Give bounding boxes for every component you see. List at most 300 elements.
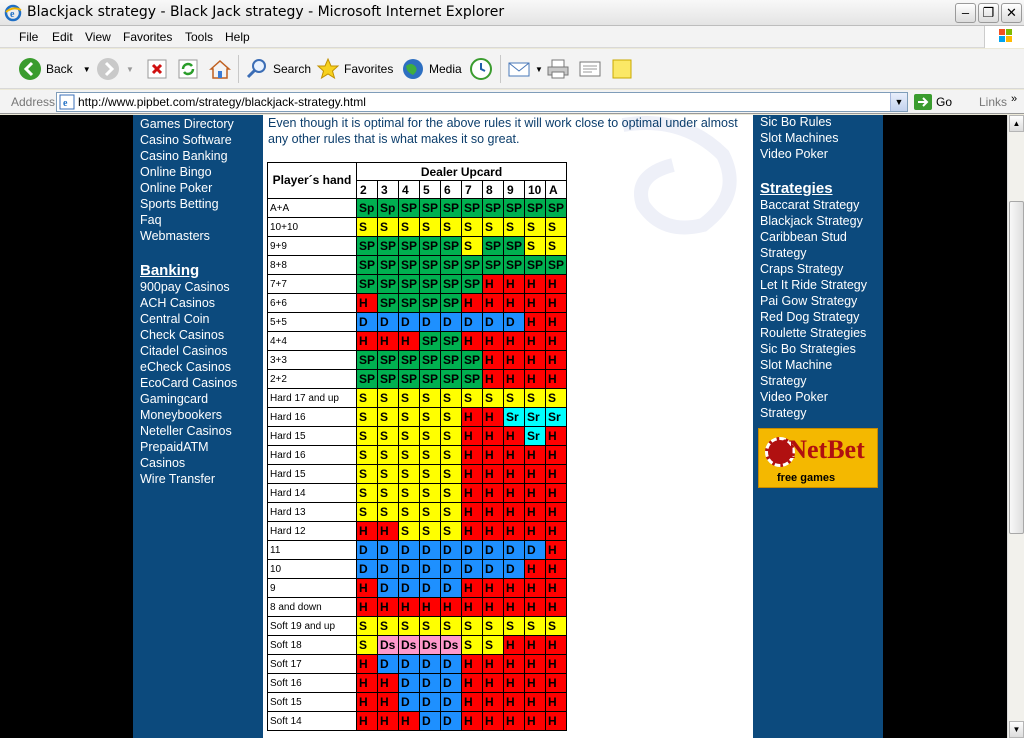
- action-cell: SP: [504, 256, 525, 275]
- action-cell: H: [483, 465, 504, 484]
- edit-button[interactable]: [578, 54, 606, 84]
- action-cell: H: [504, 693, 525, 712]
- strategy-nav-link[interactable]: Video Poker: [760, 390, 828, 404]
- action-cell: S: [378, 408, 399, 427]
- action-cell: D: [441, 560, 462, 579]
- media-label: Media: [429, 62, 462, 76]
- table-row: [268, 199, 567, 218]
- action-cell: H: [546, 351, 567, 370]
- action-cell: D: [441, 693, 462, 712]
- action-cell: D: [483, 313, 504, 332]
- action-cell: S: [441, 484, 462, 503]
- banking-nav-link[interactable]: Central Coin: [140, 312, 210, 326]
- forward-dropdown-icon[interactable]: ▼: [126, 64, 134, 74]
- action-cell: S: [441, 389, 462, 408]
- left-nav-link[interactable]: Faq: [140, 213, 162, 227]
- action-cell: SP: [378, 237, 399, 256]
- action-cell: D: [441, 541, 462, 560]
- action-cell: D: [378, 313, 399, 332]
- action-cell: H: [504, 579, 525, 598]
- action-cell: D: [504, 541, 525, 560]
- table-row: [268, 389, 567, 408]
- banking-nav-link[interactable]: Casinos: [140, 456, 186, 470]
- refresh-button[interactable]: [176, 54, 204, 84]
- strategy-nav-link[interactable]: Red Dog Strategy: [760, 310, 860, 324]
- banking-nav-link[interactable]: Gamingcard: [140, 392, 209, 406]
- action-cell: H: [546, 522, 567, 541]
- action-cell: H: [525, 294, 546, 313]
- strategy-nav-link[interactable]: Strategy: [760, 246, 807, 260]
- strategy-nav-link[interactable]: Let It Ride Strategy: [760, 278, 868, 292]
- action-cell: D: [420, 560, 441, 579]
- player-hand-cell: 11: [268, 541, 357, 560]
- action-cell: S: [525, 617, 546, 636]
- windows-logo-icon: [984, 26, 1024, 48]
- action-cell: H: [546, 674, 567, 693]
- action-cell: S: [357, 408, 378, 427]
- scroll-thumb[interactable]: [1009, 201, 1024, 534]
- action-cell: H: [546, 503, 567, 522]
- action-cell: S: [420, 503, 441, 522]
- action-cell: H: [504, 503, 525, 522]
- action-cell: S: [357, 636, 378, 655]
- ad-subtitle: free games: [777, 472, 836, 484]
- action-cell: H: [525, 712, 546, 731]
- action-cell: H: [483, 503, 504, 522]
- edit-page-icon: [578, 57, 602, 81]
- action-cell: H: [462, 427, 483, 446]
- action-cell: H: [546, 560, 567, 579]
- action-cell: H: [483, 370, 504, 389]
- action-cell: D: [378, 655, 399, 674]
- right-nav-link[interactable]: Slot Machines: [760, 131, 839, 145]
- table-row: [268, 674, 567, 693]
- action-cell: H: [462, 693, 483, 712]
- action-cell: S: [399, 446, 420, 465]
- action-cell: H: [483, 332, 504, 351]
- action-cell: H: [504, 294, 525, 313]
- player-hand-cell: Hard 15: [268, 465, 357, 484]
- action-cell: S: [483, 389, 504, 408]
- media-button[interactable]: [401, 54, 462, 84]
- action-cell: H: [525, 598, 546, 617]
- vertical-scrollbar[interactable]: [1007, 115, 1024, 738]
- table-row: [268, 655, 567, 674]
- action-cell: H: [546, 655, 567, 674]
- table-row: [268, 313, 567, 332]
- action-cell: H: [546, 693, 567, 712]
- action-cell: SP: [378, 294, 399, 313]
- action-cell: H: [546, 579, 567, 598]
- action-cell: H: [546, 313, 567, 332]
- action-cell: SP: [462, 256, 483, 275]
- address-dropdown-icon[interactable]: ▼: [890, 93, 907, 111]
- action-cell: S: [420, 427, 441, 446]
- action-cell: H: [483, 484, 504, 503]
- action-cell: D: [420, 541, 441, 560]
- action-cell: H: [462, 655, 483, 674]
- action-cell: D: [420, 313, 441, 332]
- action-cell: S: [462, 617, 483, 636]
- action-cell: D: [399, 674, 420, 693]
- table-row: [268, 275, 567, 294]
- banking-nav-link[interactable]: 900pay Casinos: [140, 280, 230, 294]
- upcard-header: 4: [399, 181, 420, 199]
- table-row: [268, 522, 567, 541]
- history-button[interactable]: [469, 54, 497, 84]
- home-icon: [208, 57, 232, 81]
- right-nav-link[interactable]: Sic Bo Rules: [760, 115, 832, 129]
- action-cell: H: [462, 294, 483, 313]
- minimize-button[interactable]: –: [955, 3, 976, 23]
- action-cell: H: [504, 446, 525, 465]
- upcard-header: 10: [525, 181, 546, 199]
- banking-nav-link[interactable]: EcoCard Casinos: [140, 376, 238, 390]
- upcard-header: 8: [483, 181, 504, 199]
- action-cell: S: [420, 446, 441, 465]
- go-arrow-icon: [914, 94, 932, 110]
- address-url[interactable]: http://www.pipbet.com/strategy/blackjack-strategy.html: [78, 95, 366, 109]
- action-cell: H: [483, 294, 504, 313]
- action-cell: H: [483, 693, 504, 712]
- action-cell: D: [441, 313, 462, 332]
- table-row: [268, 370, 567, 389]
- table-row: [268, 351, 567, 370]
- action-cell: S: [525, 237, 546, 256]
- left-nav-link[interactable]: Casino Software: [140, 133, 232, 147]
- page-icon: [59, 94, 75, 110]
- action-cell: D: [357, 560, 378, 579]
- action-cell: D: [462, 560, 483, 579]
- player-hand-cell: Soft 16: [268, 674, 357, 693]
- player-hand-cell: Hard 16: [268, 408, 357, 427]
- svg-text:e: e: [10, 9, 15, 20]
- strategy-nav-link[interactable]: Slot Machine: [760, 358, 833, 372]
- player-hand-cell: 8+8: [268, 256, 357, 275]
- action-cell: SP: [441, 275, 462, 294]
- action-cell: S: [378, 465, 399, 484]
- banking-heading[interactable]: Banking: [140, 262, 200, 279]
- action-cell: D: [378, 541, 399, 560]
- strategy-nav-link[interactable]: Strategy: [760, 406, 807, 420]
- strategy-nav-link[interactable]: Caribbean Stud: [760, 230, 847, 244]
- action-cell: D: [399, 579, 420, 598]
- table-row: [268, 712, 567, 731]
- go-label: Go: [936, 95, 953, 109]
- action-cell: H: [483, 655, 504, 674]
- banking-nav-link[interactable]: eCheck Casinos: [140, 360, 232, 374]
- banking-nav-link[interactable]: Wire Transfer: [140, 472, 216, 486]
- action-cell: H: [483, 674, 504, 693]
- back-arrow-icon: [18, 57, 42, 81]
- right-nav-link[interactable]: Video Poker: [760, 147, 828, 161]
- action-cell: S: [504, 218, 525, 237]
- chevron-right-icon[interactable]: »: [1011, 93, 1018, 105]
- player-hand-cell: A+A: [268, 199, 357, 218]
- action-cell: Sp: [357, 199, 378, 218]
- mail-button[interactable]: [507, 54, 543, 84]
- action-cell: D: [357, 541, 378, 560]
- left-nav-link[interactable]: Sports Betting: [140, 197, 219, 211]
- action-cell: S: [441, 427, 462, 446]
- action-cell: H: [504, 427, 525, 446]
- action-cell: SP: [546, 199, 567, 218]
- action-cell: Sr: [546, 408, 567, 427]
- banking-nav-link[interactable]: Check Casinos: [140, 328, 225, 342]
- action-cell: H: [525, 674, 546, 693]
- player-hand-cell: Hard 17 and up: [268, 389, 357, 408]
- banking-nav-link[interactable]: Moneybookers: [140, 408, 222, 422]
- action-cell: D: [378, 560, 399, 579]
- action-cell: H: [504, 275, 525, 294]
- toolbar-separator: [238, 55, 239, 83]
- search-button[interactable]: [245, 54, 311, 84]
- action-cell: SP: [399, 199, 420, 218]
- table-row: [268, 579, 567, 598]
- action-cell: S: [378, 389, 399, 408]
- inetbet-ad-banner[interactable]: [758, 428, 878, 488]
- action-cell: H: [462, 674, 483, 693]
- strategy-nav-link[interactable]: Craps Strategy: [760, 262, 844, 276]
- note-icon: [610, 57, 634, 81]
- table-row: [268, 408, 567, 427]
- player-hand-cell: Soft 14: [268, 712, 357, 731]
- action-cell: D: [441, 579, 462, 598]
- action-cell: H: [546, 427, 567, 446]
- action-cell: SP: [462, 370, 483, 389]
- action-cell: S: [357, 617, 378, 636]
- action-cell: S: [399, 503, 420, 522]
- action-cell: SP: [357, 275, 378, 294]
- mail-icon: [507, 57, 531, 81]
- action-cell: S: [357, 503, 378, 522]
- links-label[interactable]: Links: [979, 95, 1008, 109]
- strategy-nav-link[interactable]: Pai Gow Strategy: [760, 294, 858, 308]
- action-cell: H: [378, 598, 399, 617]
- action-cell: S: [399, 484, 420, 503]
- banking-nav-link[interactable]: Neteller Casinos: [140, 424, 232, 438]
- player-hand-cell: 10+10: [268, 218, 357, 237]
- action-cell: H: [462, 484, 483, 503]
- action-cell: S: [441, 617, 462, 636]
- action-cell: S: [357, 465, 378, 484]
- left-nav-link[interactable]: Webmasters: [140, 229, 210, 243]
- action-cell: S: [399, 465, 420, 484]
- action-cell: H: [546, 332, 567, 351]
- table-row: [268, 636, 567, 655]
- action-cell: Sr: [525, 408, 546, 427]
- action-cell: H: [525, 446, 546, 465]
- action-cell: H: [504, 332, 525, 351]
- action-cell: S: [441, 503, 462, 522]
- action-cell: H: [357, 712, 378, 731]
- strategies-heading[interactable]: Strategies: [760, 180, 833, 197]
- action-cell: SP: [378, 351, 399, 370]
- action-cell: SP: [420, 370, 441, 389]
- action-cell: H: [483, 408, 504, 427]
- menu-view[interactable]: View: [85, 30, 111, 44]
- action-cell: H: [504, 522, 525, 541]
- action-cell: D: [420, 693, 441, 712]
- toolbar-separator: [500, 55, 501, 83]
- banking-nav-link[interactable]: PrepaidATM: [140, 440, 209, 454]
- favorites-button[interactable]: [316, 54, 393, 84]
- table-row: [268, 294, 567, 313]
- restore-button[interactable]: ❐: [978, 3, 999, 23]
- action-cell: S: [378, 484, 399, 503]
- strategy-nav-link[interactable]: Baccarat Strategy: [760, 198, 860, 212]
- menu-file[interactable]: File: [19, 30, 39, 44]
- action-cell: S: [525, 389, 546, 408]
- action-cell: H: [525, 522, 546, 541]
- action-cell: D: [420, 579, 441, 598]
- action-cell: H: [504, 465, 525, 484]
- action-cell: D: [399, 560, 420, 579]
- action-cell: S: [378, 427, 399, 446]
- address-input[interactable]: [56, 92, 908, 112]
- action-cell: D: [420, 655, 441, 674]
- banking-nav-link[interactable]: ACH Casinos: [140, 296, 216, 310]
- back-button[interactable]: [18, 54, 91, 84]
- action-cell: S: [378, 218, 399, 237]
- player-hand-cell: Hard 16: [268, 446, 357, 465]
- player-hand-cell: 2+2: [268, 370, 357, 389]
- action-cell: H: [525, 465, 546, 484]
- banking-nav-link[interactable]: Citadel Casinos: [140, 344, 228, 358]
- strategy-nav-link[interactable]: Sic Bo Strategies: [760, 342, 856, 356]
- action-cell: D: [525, 541, 546, 560]
- go-button[interactable]: [914, 94, 952, 110]
- action-cell: SP: [399, 256, 420, 275]
- action-cell: S: [504, 617, 525, 636]
- title-bar: [0, 0, 1024, 26]
- action-cell: H: [546, 370, 567, 389]
- action-cell: SP: [504, 199, 525, 218]
- messenger-button[interactable]: [610, 54, 638, 84]
- action-cell: H: [525, 313, 546, 332]
- player-hand-cell: Hard 14: [268, 484, 357, 503]
- strategy-nav-link[interactable]: Roulette Strategies: [760, 326, 867, 340]
- action-cell: H: [525, 693, 546, 712]
- address-bar: [0, 90, 1024, 114]
- action-cell: S: [546, 389, 567, 408]
- left-nav-link[interactable]: Casino Banking: [140, 149, 228, 163]
- player-hand-cell: Soft 18: [268, 636, 357, 655]
- action-cell: S: [399, 427, 420, 446]
- left-nav-link[interactable]: Games Directory: [140, 117, 234, 131]
- action-cell: S: [546, 617, 567, 636]
- action-cell: S: [357, 218, 378, 237]
- action-cell: S: [357, 446, 378, 465]
- forward-button[interactable]: [96, 54, 134, 84]
- home-button[interactable]: [208, 54, 236, 84]
- action-cell: H: [525, 560, 546, 579]
- menu-help[interactable]: Help: [225, 30, 250, 44]
- table-row: [268, 256, 567, 275]
- refresh-icon: [176, 57, 200, 81]
- close-button[interactable]: ✕: [1001, 3, 1022, 23]
- action-cell: H: [483, 598, 504, 617]
- scroll-up-icon[interactable]: ▲: [1009, 115, 1024, 132]
- strategy-nav-link[interactable]: Blackjack Strategy: [760, 214, 863, 228]
- upcard-header: 2: [357, 181, 378, 199]
- action-cell: S: [483, 636, 504, 655]
- favorites-label: Favorites: [344, 62, 394, 76]
- upcard-header: 5: [420, 181, 441, 199]
- action-cell: H: [504, 370, 525, 389]
- action-cell: H: [546, 636, 567, 655]
- action-cell: S: [483, 617, 504, 636]
- action-cell: SP: [504, 237, 525, 256]
- back-dropdown-icon[interactable]: ▼: [82, 64, 91, 74]
- scroll-down-icon[interactable]: ▼: [1009, 721, 1024, 738]
- action-cell: H: [546, 446, 567, 465]
- action-cell: H: [399, 712, 420, 731]
- action-cell: H: [462, 579, 483, 598]
- action-cell: SP: [483, 199, 504, 218]
- search-icon: [245, 57, 269, 81]
- left-nav-link[interactable]: Online Bingo: [140, 165, 212, 179]
- action-cell: H: [504, 484, 525, 503]
- action-cell: H: [525, 655, 546, 674]
- action-cell: H: [462, 408, 483, 427]
- menu-edit[interactable]: Edit: [52, 30, 73, 44]
- action-cell: SP: [441, 294, 462, 313]
- player-hand-cell: 8 and down: [268, 598, 357, 617]
- menu-favorites[interactable]: Favorites: [123, 30, 173, 44]
- action-cell: H: [546, 598, 567, 617]
- stop-button[interactable]: [145, 54, 173, 84]
- ad-brand: iNetBet: [781, 435, 865, 464]
- action-cell: H: [546, 541, 567, 560]
- action-cell: S: [399, 408, 420, 427]
- action-cell: H: [378, 674, 399, 693]
- player-hand-cell: 7+7: [268, 275, 357, 294]
- player-hand-cell: Hard 15: [268, 427, 357, 446]
- action-cell: D: [399, 693, 420, 712]
- table-row: [268, 598, 567, 617]
- address-label: Address: [11, 95, 56, 109]
- action-cell: SP: [441, 351, 462, 370]
- action-cell: SP: [357, 256, 378, 275]
- left-nav-link[interactable]: Online Poker: [140, 181, 213, 195]
- action-cell: D: [399, 541, 420, 560]
- action-cell: H: [483, 275, 504, 294]
- action-cell: H: [462, 446, 483, 465]
- action-cell: H: [462, 503, 483, 522]
- window-title: Blackjack strategy - Black Jack strategy - Microsoft Internet Explorer: [27, 4, 505, 20]
- print-button[interactable]: [546, 54, 574, 84]
- strategy-nav-link[interactable]: Strategy: [760, 374, 807, 388]
- menu-tools[interactable]: Tools: [185, 30, 214, 44]
- action-cell: H: [483, 522, 504, 541]
- upcard-header: 6: [441, 181, 462, 199]
- action-cell: SP: [525, 256, 546, 275]
- strategy-table: [267, 162, 567, 731]
- action-cell: Ds: [441, 636, 462, 655]
- stop-icon: [145, 57, 169, 81]
- player-hand-cell: Soft 15: [268, 693, 357, 712]
- svg-text:e: e: [63, 98, 68, 109]
- action-cell: H: [504, 598, 525, 617]
- table-row: [268, 446, 567, 465]
- action-cell: H: [441, 598, 462, 617]
- action-cell: S: [483, 218, 504, 237]
- mail-dropdown-icon[interactable]: ▼: [535, 64, 543, 74]
- left-sidebar: [133, 115, 263, 738]
- action-cell: S: [378, 446, 399, 465]
- action-cell: SP: [420, 351, 441, 370]
